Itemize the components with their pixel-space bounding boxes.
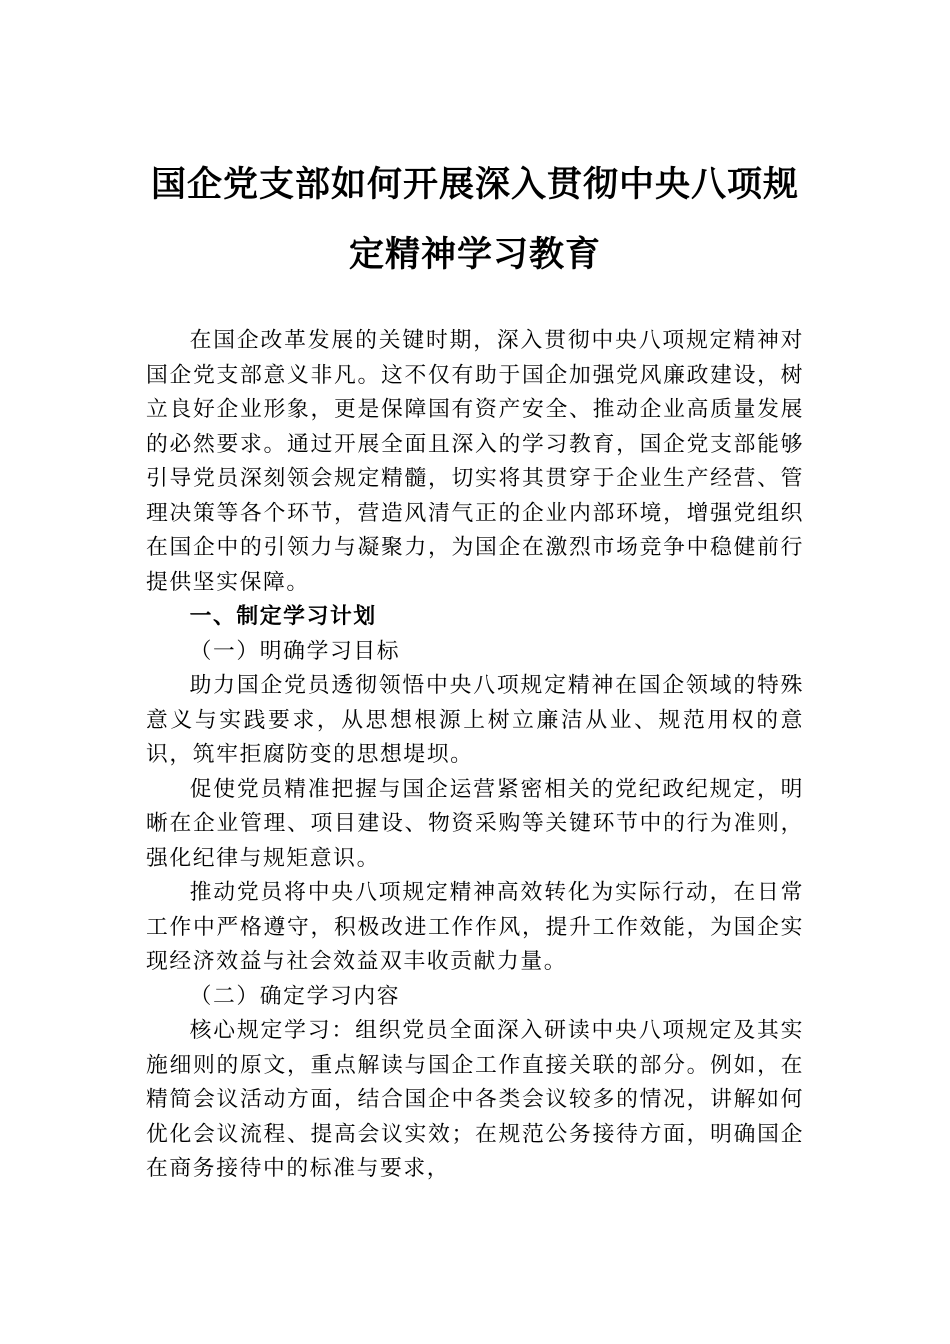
title-line-2: 定精神学习教育: [348, 234, 601, 275]
subsection-heading-goals: （一）明确学习目标: [189, 638, 401, 664]
goal-paragraph-2: 促使党员精准把握与国企运营紧密相关的党纪政纪规定，明晰在企业管理、项目建设、物资采购等关键环节中的行为准则，强化纪律与规矩意识。: [146, 776, 804, 871]
content-paragraph-1: 核心规定学习：组织党员全面深入研读中央八项规定及其实施细则的原文，重点解读与国企工作直接关联的部分。例如，在精简会议活动方面，结合国企中各类会议较多的情况，讲解如何优化会议流程、提高会议实效；在规范公务接待方面，明确国企在商务接待中的标准与要求，: [146, 1018, 804, 1181]
section-heading-plan: 一、制定学习计划: [189, 604, 377, 629]
document-title: [0, 150, 950, 290]
subsection-heading-content: （二）确定学习内容: [189, 983, 401, 1009]
intro-paragraph: 在国企改革发展的关键时期，深入贯彻中央八项规定精神对国企党支部意义非凡。这不仅有助于国企加强党风廉政建设，树立良好企业形象，更是保障国有资产安全、推动企业高质量发展的必然要求。通过开展全面且深入的学习教育，国企党支部能够引导党员深刻领会规定精髓，切实将其贯穿于企业生产经营、管理决策等各个环节，营造风清气正的企业内部环境，增强党组织在国企中的引领力与凝聚力，为国企在激烈市场竞争中稳健前行提供坚实保障。: [146, 328, 804, 595]
goal-paragraph-3: 推动党员将中央八项规定精神高效转化为实际行动，在日常工作中严格遵守，积极改进工作作风，提升工作效能，为国企实现经济效益与社会效益双丰收贡献力量。: [146, 880, 804, 974]
title-line-1: 国企党支部如何开展深入贯彻中央八项规: [150, 164, 799, 205]
document-body: [146, 324, 804, 1187]
goal-paragraph-1: 助力国企党员透彻领悟中央八项规定精神在国企领域的特殊意义与实践要求，从思想根源上树立廉洁从业、规范用权的意识，筑牢拒腐防变的思想堤坝。: [146, 673, 804, 767]
